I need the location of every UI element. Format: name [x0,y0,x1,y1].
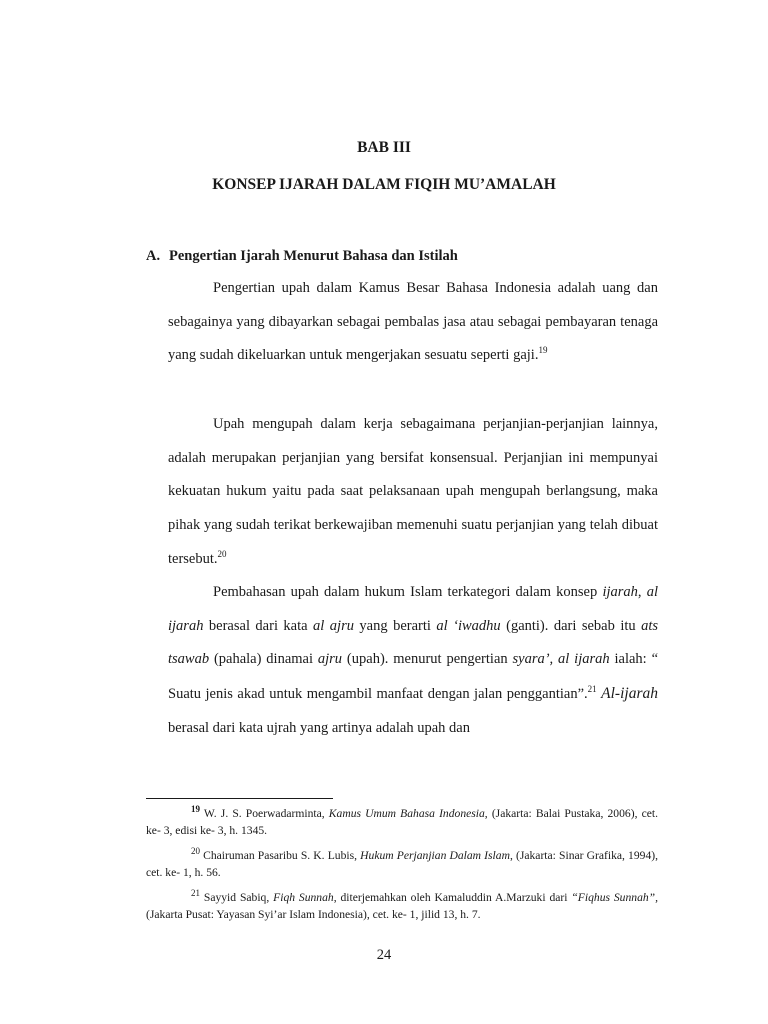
paragraph-3-text: yang berarti [353,617,437,634]
footnote-ref-19[interactable]: 19 [538,345,548,356]
section-heading-text: Pengertian Ijarah Menurut Bahasa dan Istilah [169,248,458,264]
footnote-21 [146,889,658,923]
paragraph-1 [168,272,658,373]
footnote-title: Kamus Umum Bahasa Indonesia [328,807,485,820]
term-al-ijarah: al ijarah [168,584,658,634]
footnote-text: W. J. S. Poerwadarminta, [200,807,329,820]
footnote-ref-21[interactable]: 21 [587,684,597,695]
footnote-mark: 19 [191,804,200,815]
paragraph-3-text: (upah). menurut pengertian [342,651,513,668]
paragraph-1-text: Pengertian upah dalam Kamus Besar Bahasa Indonesia adalah uang dan sebagainya yang dibayarkan sebagai pembalas jasa atau sebagai pembayaran tenaga yang sudah dikeluarkan untuk mengerjakan sesuatu seperti gaji. [168,280,658,364]
paragraph-3-text: berasal dari kata ujrah yang artinya adalah upah dan [168,719,470,736]
footnote-text: , diterjemahkan oleh Kamaluddin A.Marzuki dari [333,891,572,904]
paragraph-2-text: Upah mengupah dalam kerja sebagaimana perjanjian-perjanjian lainnya, adalah merupakan perjanjian yang bersifat konsensual. Perjanjian ini mempunyai kekuatan hukum yaitu pada saat pelaksanaan upah mengupah berlangsung, maka pihak yang sudah terikat berkewajiban memenuhi suatu perjanjian yang telah dibuat tersebut. [168,416,658,567]
footnote-text: Chairuman Pasaribu S. K. Lubis, [200,849,361,862]
footnote-mark: 20 [191,846,200,857]
term-syara-al-ijarah: syara’, al ijarah [512,651,610,668]
footnote-text: Sayyid Sabiq, [200,891,274,904]
page-number: 24 [376,947,392,963]
footnote-20 [146,847,658,881]
footnote-title: “Fiqhus Sunnah”, [571,891,659,904]
footnote-19 [146,805,658,839]
footnote-ref-20[interactable]: 20 [217,548,227,559]
section-marker: A. [146,248,161,264]
paragraph-3-text: berasal dari kata [203,617,314,634]
term-ajru: ajru [317,651,343,668]
term-al-ijarah-2: Al-ijarah [601,685,658,703]
footnote-text: (Jakarta Pusat: Yayasan Syi’ar Islam Indonesia), cet. ke- 1, jilid 13, h. 7. [146,908,481,921]
term-al-ajru: al ajru [313,617,354,634]
footnote-mark: 21 [191,888,200,899]
footnote-title: Hukum Perjanjian Dalam Islam [360,849,510,862]
footnote-separator [146,798,333,799]
paragraph-2 [168,408,658,577]
term-ijarah: ijarah [602,584,638,600]
footnote-text: , (Jakarta: Balai Pustaka, 2006), cet. ke- 3, edisi ke- 3, h. 1345. [146,807,658,837]
paragraph-3-text: ialah: “ Suatu jenis akad untuk mengambil manfaat dengan jalan penggantian”. [168,651,659,703]
footnote-text: , (Jakarta: Sinar Grafika, 1994), cet. ke- 1, h. 56. [146,849,659,879]
chapter-title: KONSEP IJARAH DALAM FIQIH MU’AMALAH [212,176,556,193]
paragraph-3-text: , [637,584,647,600]
footnote-title: Fiqh Sunnah [273,891,334,904]
paragraph-3 [168,576,658,746]
section-heading [146,248,458,265]
chapter-label: BAB III [357,139,411,156]
paragraph-3-text: (pahala) dinamai [209,651,318,668]
paragraph-3-text: (ganti). dari sebab itu [500,617,642,634]
term-ats-tsawab: ats tsawab [168,617,659,668]
paragraph-3-text: Pembahasan upah dalam hukum Islam terkategori dalam konsep [213,584,603,600]
term-al-iwadhu: al ‘iwadhu [436,617,501,634]
